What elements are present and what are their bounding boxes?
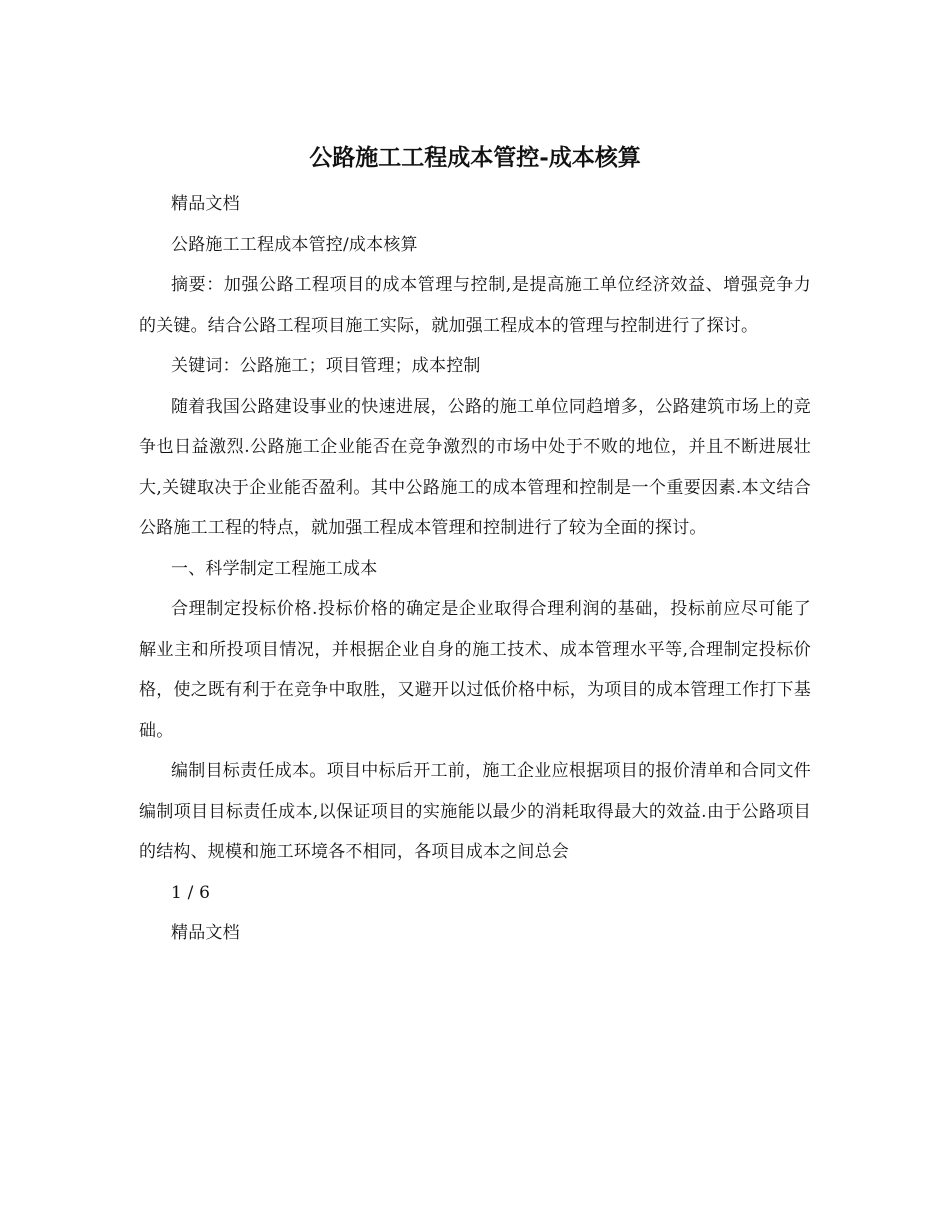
document-title: 公路施工工程成本管控-成本核算	[309, 144, 641, 171]
header-label: 精品文档	[171, 194, 240, 214]
footer-label: 精品文档	[171, 923, 240, 943]
subtitle: 公路施工工程成本管控/成本核算	[171, 234, 418, 255]
abstract: 摘要：加强公路工程项目的成本管理与控制,是提高施工单位经济效益、增强竞争力的关键。结合公路工程项目施工实际，就加强工程成本的管理与控制进行了探讨。	[139, 275, 811, 336]
body-paragraph: 编制目标责任成本。项目中标后开工前，施工企业应根据项目的报价清单和合同文件编制项目目标责任成本,以保证项目的实施能以最少的消耗取得最大的效益.由于公路项目的结构、规模和施工环境各不相同，各项目成本之间总会	[139, 761, 811, 862]
keywords: 关键词：公路施工；项目管理；成本控制	[171, 356, 481, 376]
document-body	[139, 184, 811, 954]
body-paragraph: 合理制定投标价格.投标价格的确定是企业取得合理利润的基础，投标前应尽可能了解业主和所投项目情况，并根据企业自身的施工技术、成本管理水平等,合理制定投标价格，使之既有利于在竞争中取胜，又避开以过低价格中标，为项目的成本管理工作打下基础。	[139, 599, 811, 741]
intro-paragraph: 随着我国公路建设事业的快速进展，公路的施工单位同趋增多，公路建筑市场上的竞争也日益激烈.公路施工企业能否在竞争激烈的市场中处于不败的地位，并且不断进展壮大,关键取决于企业能否盈利。其中公路施工的成本管理和控制是一个重要因素.本文结合公路施工工程的特点，就加强工程成本管理和控制进行了较为全面的探讨。	[139, 396, 811, 538]
section-heading: 一、科学制定工程施工成本	[171, 558, 378, 579]
page-number: 1 / 6	[171, 882, 211, 903]
